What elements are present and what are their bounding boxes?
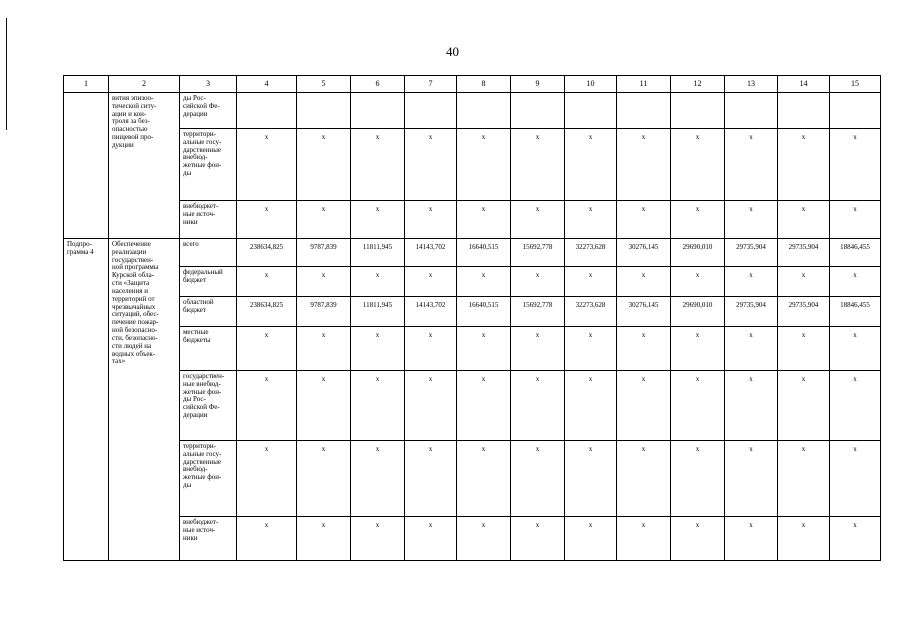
value-cell: x [511,201,565,239]
value-cell: x [457,517,511,561]
value-cell: 18846,455 [830,239,881,267]
value-cell: x [405,201,457,239]
value-cell: 29735,904 [778,239,830,267]
value-cell: 29735,904 [725,239,778,267]
value-cell: x [511,129,565,201]
value-cell: x [778,267,830,297]
value-cell: x [351,129,405,201]
budget-table [63,75,881,561]
value-cell: x [237,267,297,297]
value-cell: x [725,129,778,201]
value-cell: x [297,441,351,517]
value-cell: 30276,145 [617,297,671,327]
value-cell [671,93,725,129]
value-cell: 238634,825 [237,239,297,267]
column-header: 6 [351,76,405,93]
value-cell: x [237,129,297,201]
column-header: 13 [725,76,778,93]
value-cell: x [671,267,725,297]
value-cell: x [565,267,617,297]
value-cell: x [830,327,881,371]
value-cell: x [405,129,457,201]
program-cell [64,93,109,239]
table-row [64,517,881,561]
value-cell: 11811,945 [351,297,405,327]
value-cell [830,93,881,129]
value-cell: 30276,145 [617,239,671,267]
value-cell: x [405,441,457,517]
column-header: 5 [297,76,351,93]
value-cell: x [725,441,778,517]
table-row [64,441,881,517]
value-cell: x [617,327,671,371]
value-cell: x [237,441,297,517]
column-header: 9 [511,76,565,93]
value-cell: x [457,441,511,517]
value-cell: x [725,267,778,297]
value-cell: x [565,327,617,371]
value-cell: x [405,327,457,371]
value-cell: x [511,327,565,371]
value-cell: x [457,201,511,239]
column-header: 7 [405,76,457,93]
value-cell: x [297,201,351,239]
value-cell: x [351,267,405,297]
value-cell: x [511,517,565,561]
value-cell: x [830,441,881,517]
value-cell: x [778,517,830,561]
value-cell: x [617,267,671,297]
value-cell: 15692,778 [511,297,565,327]
value-cell [617,93,671,129]
value-cell: x [511,267,565,297]
funding-source-cell: федеральный бюджет [180,267,237,297]
value-cell: x [671,441,725,517]
value-cell: x [237,201,297,239]
value-cell: x [351,327,405,371]
value-cell: x [671,327,725,371]
value-cell: 11811,945 [351,239,405,267]
funding-source-cell: государствен- ные внебюд- жетные фон- ды Рос- сийской Фе- дерации [180,371,237,441]
value-cell: x [617,201,671,239]
value-cell: x [778,327,830,371]
table-row [64,201,881,239]
program-cell: Подпро- грамма 4 [64,239,109,561]
value-cell: 9787,839 [297,297,351,327]
value-cell: x [830,267,881,297]
value-cell: x [565,371,617,441]
value-cell: 9787,839 [297,239,351,267]
funding-source-cell: областной бюджет [180,297,237,327]
value-cell: x [671,517,725,561]
value-cell: x [778,201,830,239]
value-cell: x [671,371,725,441]
margin-line [6,18,7,130]
table-row [64,267,881,297]
value-cell: x [297,371,351,441]
value-cell: x [237,371,297,441]
value-cell: x [725,371,778,441]
value-cell: x [237,517,297,561]
value-cell: 32273,628 [565,239,617,267]
value-cell: x [617,371,671,441]
column-header: 1 [64,76,109,93]
column-header: 2 [109,76,180,93]
value-cell: x [237,327,297,371]
value-cell: x [405,371,457,441]
column-header: 14 [778,76,830,93]
value-cell: x [617,441,671,517]
column-header: 4 [237,76,297,93]
funding-source-cell: территори- альные госу- дарственные внебюд- жетные фон- ды [180,441,237,517]
funding-source-cell: территори- альные госу- дарственные внебюд- жетные фон- ды [180,129,237,201]
value-cell: x [297,327,351,371]
value-cell: x [565,441,617,517]
column-header: 12 [671,76,725,93]
funding-source-cell: ды Рос- сийской Фе- дерации [180,93,237,129]
value-cell: x [725,517,778,561]
header-row [64,76,881,93]
column-header: 11 [617,76,671,93]
value-cell: x [617,517,671,561]
value-cell: x [511,371,565,441]
table-row [64,327,881,371]
page-number: 40 [446,44,459,59]
value-cell: x [830,517,881,561]
value-cell: x [457,267,511,297]
value-cell [565,93,617,129]
value-cell: x [457,129,511,201]
value-cell: 16640,515 [457,297,511,327]
value-cell: x [565,517,617,561]
value-cell: 29690,010 [671,239,725,267]
value-cell: 29735,904 [725,297,778,327]
table-row [64,93,881,129]
value-cell: x [725,327,778,371]
value-cell: x [351,517,405,561]
value-cell: x [511,441,565,517]
table-row [64,297,881,327]
value-cell: x [778,371,830,441]
value-cell: x [617,129,671,201]
value-cell: x [830,201,881,239]
value-cell: x [565,201,617,239]
funding-source-cell: внебюджет- ные источ- ники [180,201,237,239]
value-cell [297,93,351,129]
value-cell [405,93,457,129]
value-cell: x [457,327,511,371]
table-body [64,76,881,561]
value-cell: x [778,441,830,517]
value-cell [511,93,565,129]
value-cell: x [405,517,457,561]
value-cell: x [351,371,405,441]
value-cell: 32273,628 [565,297,617,327]
column-header: 8 [457,76,511,93]
value-cell: 14143,702 [405,297,457,327]
value-cell [237,93,297,129]
event-cell: вития эпизоо- тической ситу- ации и кон- троля за без- опасностью пищевой про- дукции [109,93,180,239]
value-cell: x [297,129,351,201]
event-cell: Обеспечение реализации государствен- ной программы Курской обла- сти «Защита населения и территорий от чрезвычайных ситуаций, обес- печение пожар- ной безопасно- сти, безопасно- сти людей на водных объек- тах» [109,239,180,561]
value-cell: x [725,201,778,239]
value-cell: 14143,702 [405,239,457,267]
value-cell [457,93,511,129]
column-header: 15 [830,76,881,93]
value-cell: x [405,267,457,297]
table-row [64,129,881,201]
value-cell [778,93,830,129]
value-cell: x [351,201,405,239]
value-cell: x [830,371,881,441]
value-cell: x [565,129,617,201]
funding-source-cell: местные бюджеты [180,327,237,371]
value-cell: 18846,455 [830,297,881,327]
value-cell: x [297,517,351,561]
value-cell: x [671,201,725,239]
value-cell: x [457,371,511,441]
value-cell [725,93,778,129]
funding-source-cell: всего [180,239,237,267]
value-cell: x [778,129,830,201]
value-cell: 29690,010 [671,297,725,327]
table-row [64,371,881,441]
value-cell [351,93,405,129]
value-cell: x [297,267,351,297]
value-cell: x [351,441,405,517]
value-cell: x [671,129,725,201]
value-cell: 238634,825 [237,297,297,327]
value-cell: 16640,515 [457,239,511,267]
table-row [64,239,881,267]
value-cell: 15692,778 [511,239,565,267]
funding-source-cell: внебюджет- ные источ- ники [180,517,237,561]
column-header: 10 [565,76,617,93]
value-cell: x [830,129,881,201]
value-cell: 29735,904 [778,297,830,327]
column-header: 3 [180,76,237,93]
